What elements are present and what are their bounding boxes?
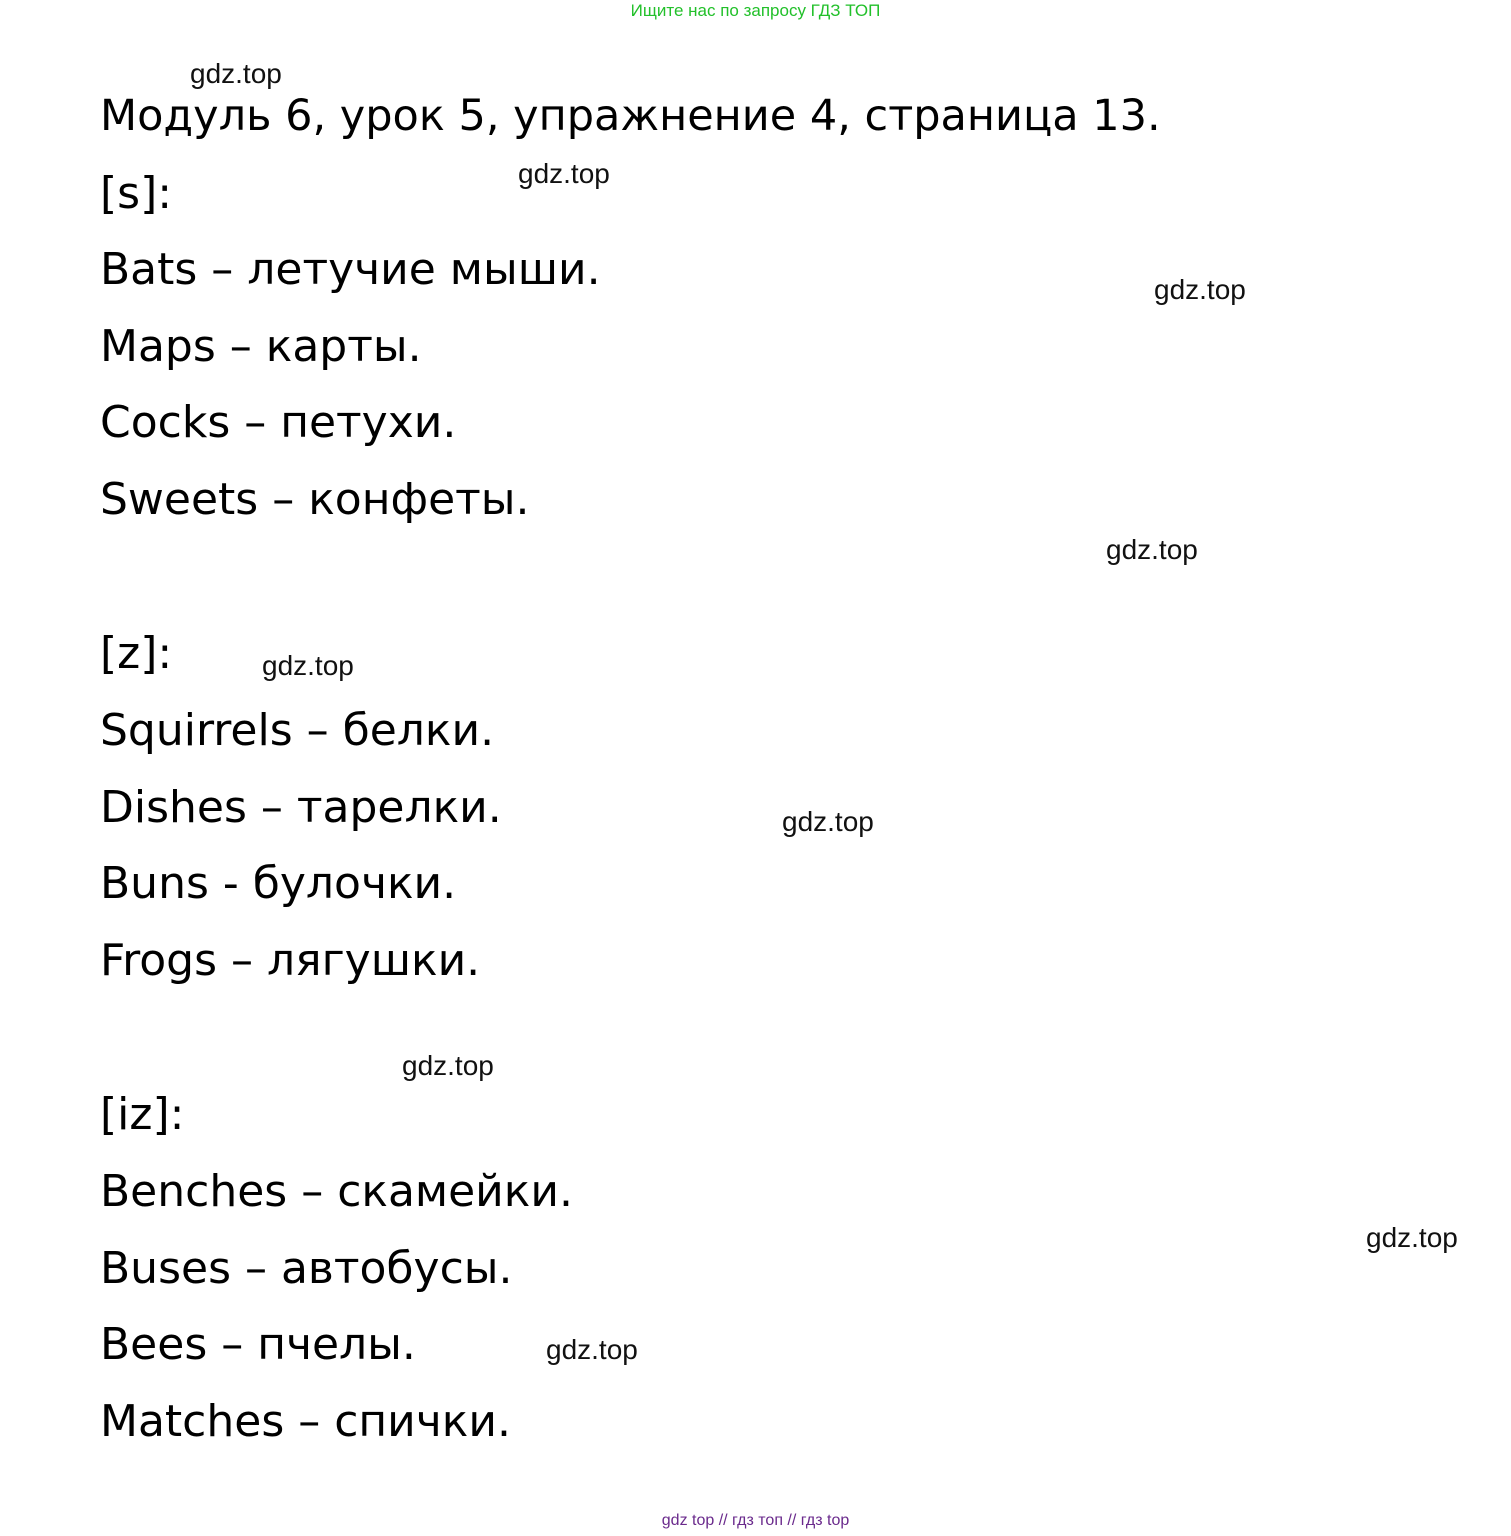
watermark: gdz.top <box>1366 1222 1458 1253</box>
list-item: Bats – летучие мыши. <box>100 244 601 295</box>
list-item: Squirrels – белки. <box>100 705 495 756</box>
list-item: Buns - булочки. <box>100 858 457 909</box>
list-item: Matches – спички. <box>100 1396 511 1447</box>
watermark: gdz.top <box>1106 534 1198 565</box>
list-item: Dishes – тарелки. <box>100 782 502 833</box>
watermark: gdz.top <box>190 58 282 89</box>
watermark: gdz.top <box>1154 274 1246 305</box>
watermark: gdz.top <box>262 650 354 681</box>
watermark: gdz.top <box>402 1050 494 1081</box>
section-label-z: [z]: <box>100 628 173 679</box>
list-item: Cocks – петухи. <box>100 397 457 448</box>
footer-links: gdz top // гдз топ // гдз top <box>661 1512 850 1529</box>
list-item: Frogs – лягушки. <box>100 935 481 986</box>
list-item: Sweets – конфеты. <box>100 474 530 525</box>
section-label-s: [s]: <box>100 168 173 219</box>
watermark: gdz.top <box>546 1334 638 1365</box>
list-item: Benches – скамейки. <box>100 1166 573 1217</box>
list-item: Maps – карты. <box>100 321 422 372</box>
list-item: Bees – пчелы. <box>100 1319 416 1370</box>
exercise-heading: Модуль 6, урок 5, упражнение 4, страница 13. <box>100 91 1161 141</box>
top-banner: Ищите нас по запросу ГДЗ ТОП <box>630 1 881 20</box>
section-label-iz: [iz]: <box>100 1089 185 1140</box>
watermark: gdz.top <box>782 806 874 837</box>
watermark: gdz.top <box>518 158 610 189</box>
list-item: Buses – автобусы. <box>100 1243 513 1294</box>
